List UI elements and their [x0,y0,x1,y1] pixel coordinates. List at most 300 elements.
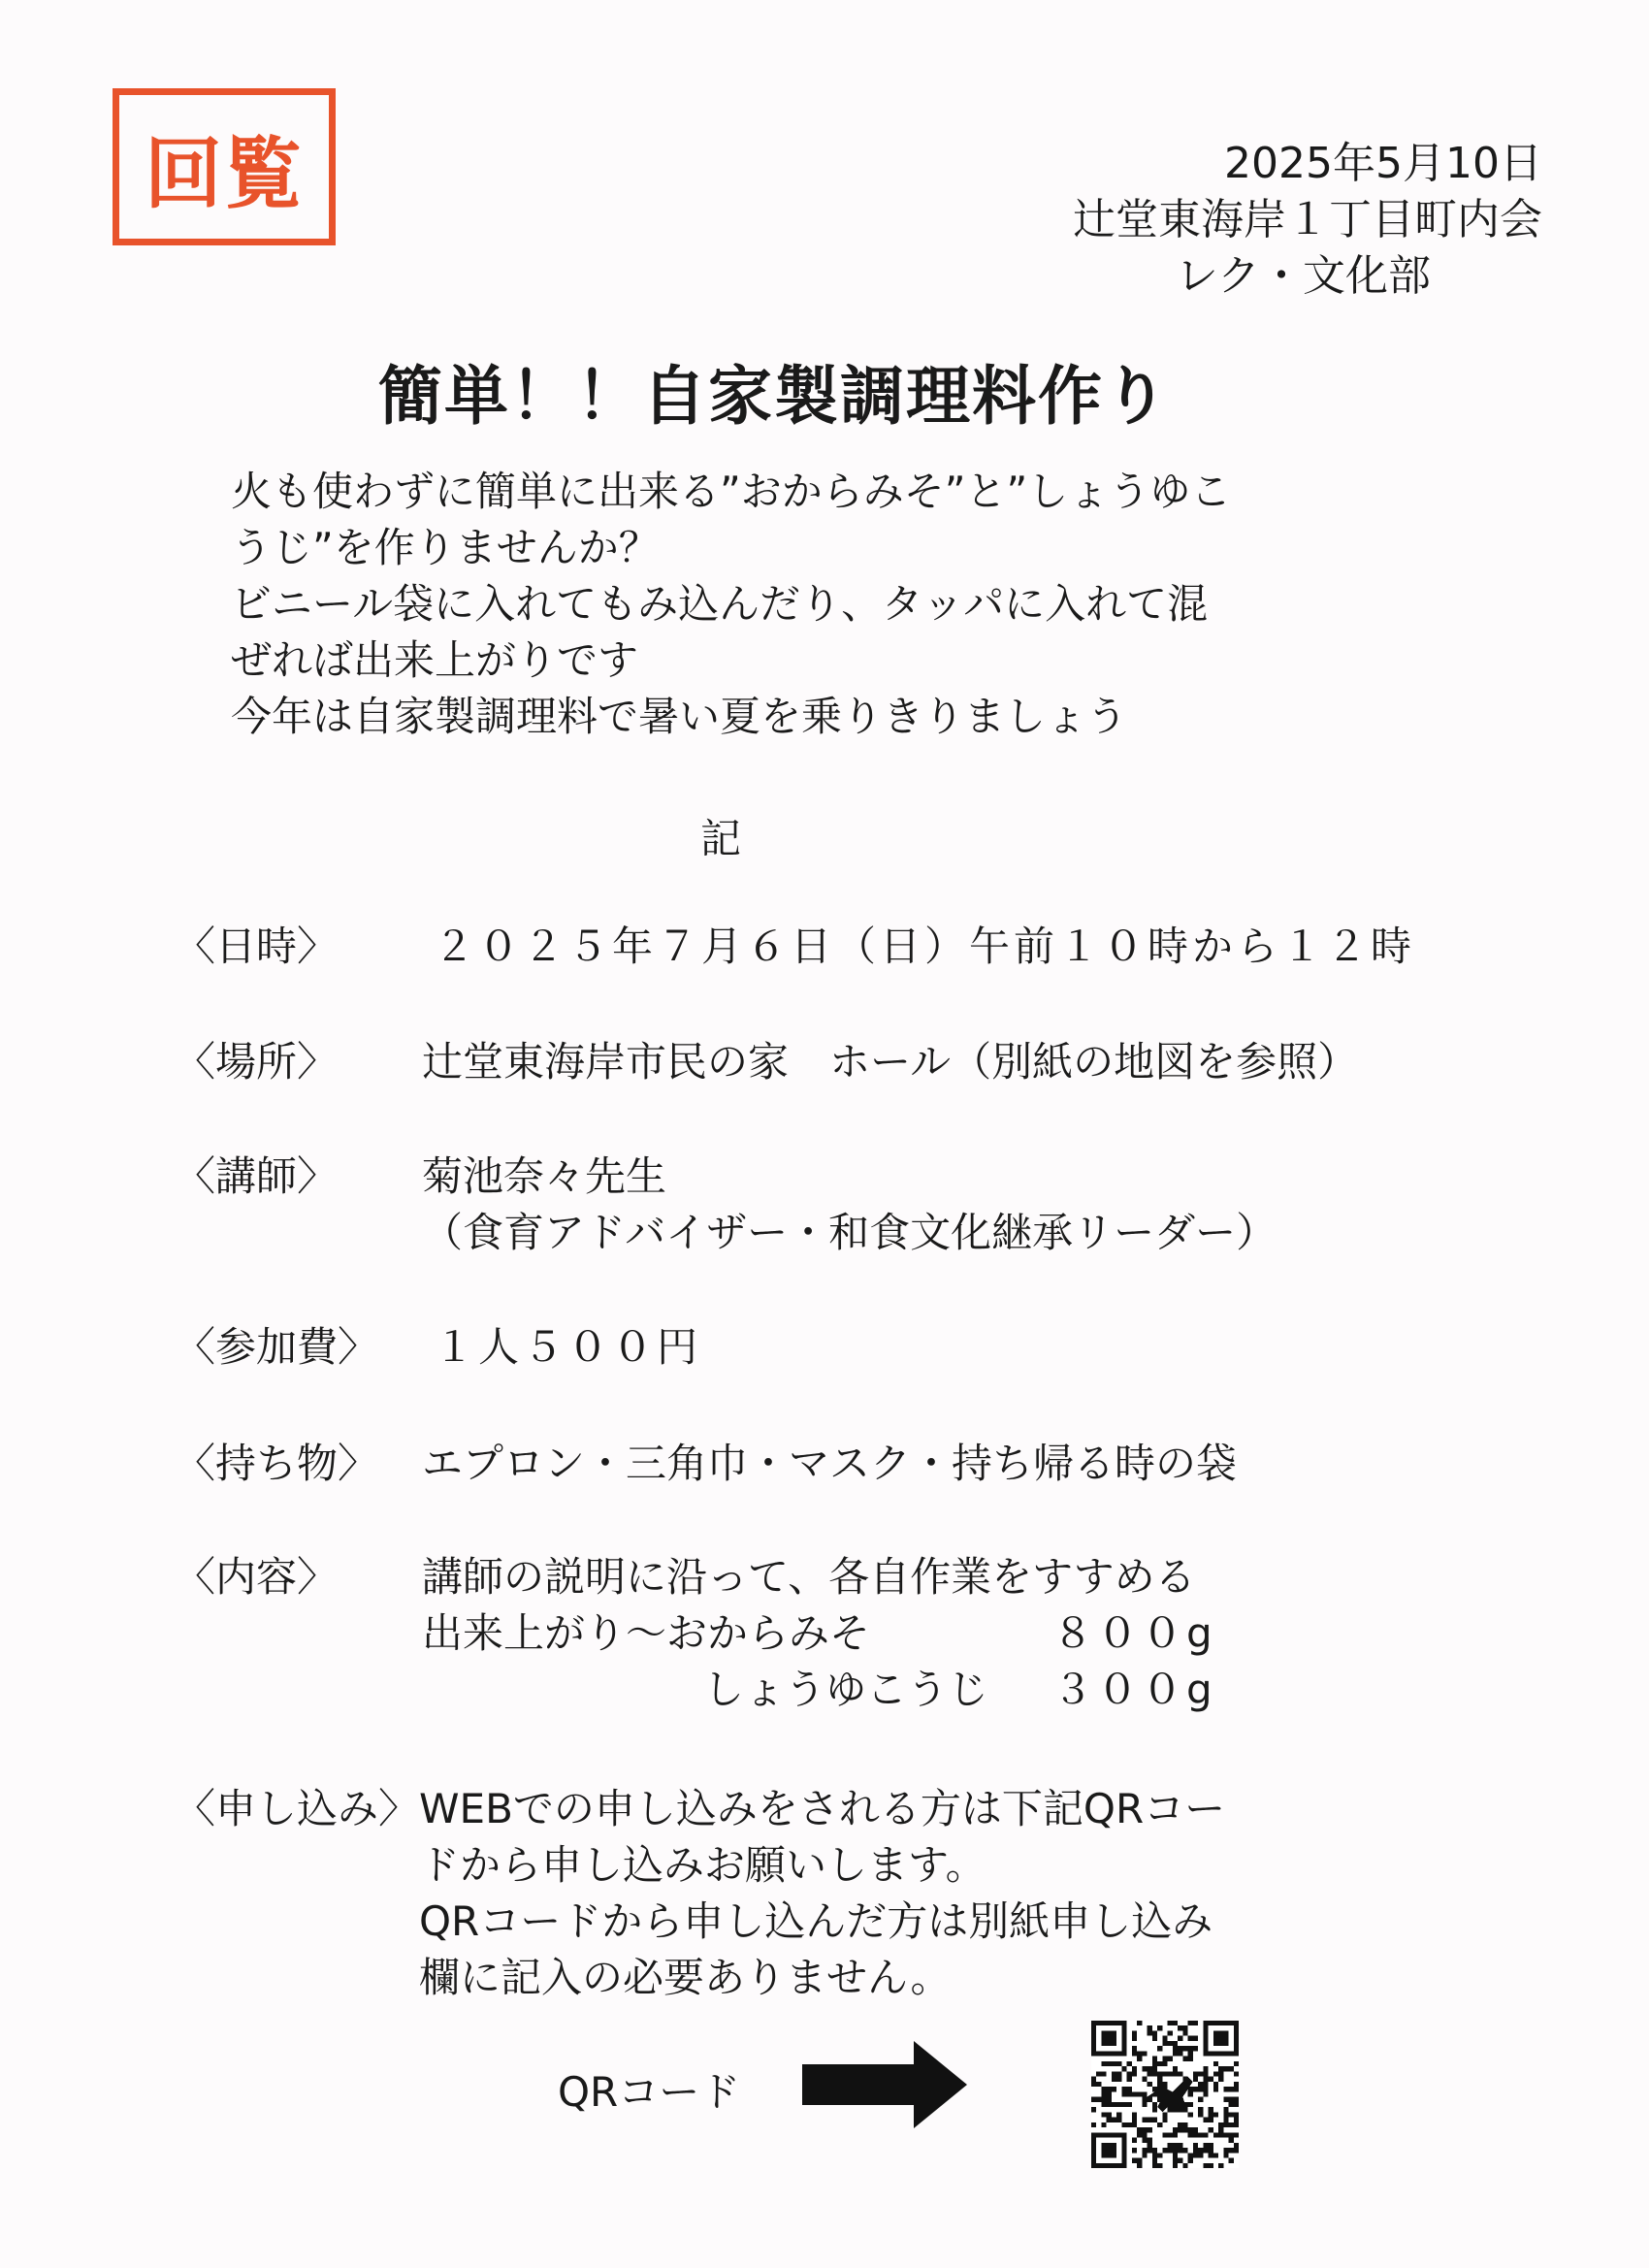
qr-module [1223,2087,1228,2091]
qr-module [1116,2118,1121,2122]
qr-module [1209,2153,1213,2157]
qr-module [1234,2082,1239,2087]
qr-module [1203,2118,1208,2122]
qr-module [1188,2102,1193,2107]
instructor-role: （食育アドバイザー・和食文化継承リーダー） [422,1209,1277,1256]
qr-module [1209,2118,1213,2122]
belongings-value: エプロン・三角巾・マスク・持ち帰る時の袋 [422,1440,1238,1487]
qr-module [1173,2021,1178,2025]
qr-module [1116,2102,1121,2107]
qr-module [1168,2071,1173,2076]
qr-module [1234,2097,1239,2102]
intro-paragraph [231,464,1395,745]
qr-module [1142,2091,1147,2096]
qr-module [1132,2066,1137,2071]
qr-module [1178,2127,1182,2132]
qr-module [1193,2153,1198,2157]
qr-module [1193,2148,1198,2153]
qr-module [1152,2036,1157,2041]
qr-module [1178,2036,1182,2041]
qr-module [1137,2163,1142,2168]
application-line: QRコードから申し込んだ方は別紙申し込み [419,1897,1213,1945]
organization-name: 辻堂東海岸１丁目町内会 [1073,195,1542,244]
qr-module [1137,2057,1142,2061]
qr-module [1229,2087,1234,2091]
qr-module [1178,2046,1182,2051]
application-row [175,1781,1225,2006]
qr-module [1148,2066,1152,2071]
qr-module [1132,2138,1137,2143]
qr-module [1203,2066,1208,2071]
qr-module [1162,2041,1167,2046]
qr-module [1142,2051,1147,2056]
qr-module [1223,2107,1228,2112]
belongings-label: 〈持ち物〉 [175,1440,379,1487]
instructor-label: 〈講師〉 [175,1152,339,1200]
qr-module [1101,2102,1106,2107]
qr-module [1203,2087,1208,2091]
qr-module [1116,2077,1121,2082]
qr-module [1132,2158,1137,2163]
qr-module [1148,2071,1152,2076]
qr-module [1127,2091,1132,2096]
okara-miso-label: 出来上がり～おからみそ [422,1609,871,1657]
qr-module [1132,2046,1137,2051]
qr-module [1127,2077,1132,2082]
qr-module [1193,2127,1198,2132]
qr-module [1132,2091,1137,2096]
qr-module [1213,2061,1218,2066]
qr-module [1198,2132,1203,2137]
fee-value: １人５００円 [434,1323,702,1371]
qr-module [1168,2041,1173,2046]
page-title: 簡単！！自家製調理料作り [378,359,1170,434]
qr-module [1162,2036,1167,2041]
qr-module [1193,2071,1198,2076]
qr-module [1209,2112,1213,2117]
qr-module [1223,2112,1228,2117]
belongings-row [175,1436,1237,1492]
header-block [1073,136,1542,305]
qr-module [1112,2118,1116,2122]
qr-module [1229,2066,1234,2071]
qr-module [1162,2071,1167,2076]
qr-module [1157,2163,1162,2168]
qr-module [1234,2102,1239,2107]
qr-module [1127,2061,1132,2066]
intro-line: 火も使わずに簡単に出来る”おからみそ”と”しょうゆこ [231,468,1232,515]
qr-module [1148,2143,1152,2148]
qr-module [1121,2122,1126,2127]
qr-module [1218,2071,1223,2076]
qr-module [1223,2148,1228,2153]
qr-module [1182,2127,1187,2132]
qr-code-image[interactable] [1091,2021,1239,2168]
qr-module [1157,2082,1162,2087]
qr-module [1162,2132,1167,2137]
qr-module [1168,2107,1173,2112]
qr-module [1112,2071,1116,2076]
instructor-name: 菊池奈々先生 [422,1152,667,1200]
qr-module [1137,2127,1142,2132]
shoyu-koji-quantity: ３００g [1052,1666,1216,1713]
circulation-stamp [113,88,336,245]
qr-module [1198,2071,1203,2076]
qr-module [1173,2158,1178,2163]
qr-module [1193,2087,1198,2091]
qr-module [1101,2091,1106,2096]
qr-module [1152,2153,1157,2157]
qr-module [1152,2061,1157,2066]
datetime-row [175,919,1415,975]
qr-module [1148,2118,1152,2122]
qr-module [1182,2030,1187,2035]
qr-module [1168,2057,1173,2061]
shoyu-koji-label: しょうゆこうじ [703,1666,989,1713]
qr-module [1168,2021,1173,2025]
qr-module [1107,2091,1112,2096]
qr-module [1173,2148,1178,2153]
qr-module [1229,2132,1234,2137]
qr-module [1101,2112,1106,2117]
intro-line: 今年は自家製調理料で暑い夏を乗りきりましょう [231,693,1128,740]
right-arrow-icon [802,2041,967,2128]
ki-heading: 記 [700,815,742,862]
qr-module [1091,2077,1096,2082]
qr-module [1198,2097,1203,2102]
qr-module [1198,2107,1203,2112]
qr-module [1148,2127,1152,2132]
qr-module [1178,2071,1182,2076]
qr-module [1116,2071,1121,2076]
qr-module [1162,2057,1167,2061]
qr-module [1142,2153,1147,2157]
qr-module [1178,2143,1182,2148]
qr-module [1203,2143,1208,2148]
application-label: 〈申し込み〉 [175,1785,420,1832]
qr-module [1209,2163,1213,2168]
qr-module [1132,2122,1137,2127]
instructor-row [175,1149,1277,1261]
qr-module [1213,2132,1218,2137]
qr-module [1121,2102,1126,2107]
qr-module [1127,2087,1132,2091]
qr-module [1229,2138,1234,2143]
qr-module [1203,2132,1208,2137]
qr-module [1173,2051,1178,2056]
qr-module [1157,2122,1162,2127]
qr-module [1223,2122,1228,2127]
qr-module [1218,2122,1223,2127]
qr-module [1107,2061,1112,2066]
qr-module [1173,2163,1178,2168]
qr-module [1218,2132,1223,2137]
qr-module [1209,2127,1213,2132]
qr-module [1234,2148,1239,2153]
qr-module [1213,2071,1218,2076]
qr-module [1152,2158,1157,2163]
qr-module [1101,2122,1106,2127]
qr-module [1112,2077,1116,2082]
qr-module [1142,2127,1147,2132]
content-description: 講師の説明に沿って、各自作業をすすめる [422,1553,1196,1601]
qr-module [1203,2071,1208,2076]
qr-module [1209,2107,1213,2112]
qr-module [1162,2082,1167,2087]
qr-module [1132,2112,1137,2117]
qr-module [1137,2158,1142,2163]
qr-module [1157,2077,1162,2082]
qr-module [1101,2061,1106,2066]
qr-module [1229,2097,1234,2102]
qr-module [1182,2025,1187,2030]
place-value: 辻堂東海岸市民の家 ホール（別紙の地図を参照） [422,1038,1359,1085]
intro-line: うじ”を作りませんか？ [231,524,660,571]
content-row [175,1549,1216,1718]
qr-module [1152,2066,1157,2071]
datetime-value: ２０２５年７月６日（日）午前１０時から１２時 [434,923,1416,970]
qr-module [1142,2066,1147,2071]
qr-module [1142,2077,1147,2082]
qr-module [1234,2132,1239,2137]
qr-module [1182,2163,1187,2168]
qr-module [1142,2097,1147,2102]
qr-module [1132,2071,1137,2076]
fee-label: 〈参加費〉 [175,1323,379,1371]
qr-module [1188,2051,1193,2056]
qr-module [1178,2122,1182,2127]
qr-module [1223,2066,1228,2071]
qr-module [1182,2122,1187,2127]
qr-module [1173,2127,1178,2132]
qr-module [1091,2082,1096,2087]
qr-module [1091,2122,1096,2127]
qr-module [1132,2036,1137,2041]
qr-module [1173,2041,1178,2046]
intro-line: ぜれば出来上がりです [231,636,639,684]
qr-module [1132,2118,1137,2122]
qr-module [1137,2091,1142,2096]
qr-module [1193,2046,1198,2051]
qr-module [1229,2148,1234,2153]
qr-module [1193,2036,1198,2041]
issue-date: 2025年5月10日 [1224,139,1542,188]
qr-module [1152,2057,1157,2061]
qr-module [1234,2118,1239,2122]
qr-module [1234,2087,1239,2091]
qr-module [1218,2077,1223,2082]
qr-module [1152,2102,1157,2107]
qr-module [1188,2057,1193,2061]
qr-module [1178,2025,1182,2030]
qr-module [1209,2143,1213,2148]
qr-module [1168,2143,1173,2148]
qr-module [1162,2112,1167,2117]
qr-module [1203,2077,1208,2082]
qr-module [1168,2030,1173,2035]
qr-module [1152,2030,1157,2035]
qr-module [1152,2118,1157,2122]
qr-module [1213,2082,1218,2087]
qr-module [1142,2138,1147,2143]
qr-module [1148,2097,1152,2102]
qr-module [1152,2071,1157,2076]
qr-module [1112,2087,1116,2091]
qr-module [1182,2046,1187,2051]
qr-module [1234,2143,1239,2148]
qr-module [1096,2071,1101,2076]
place-label: 〈場所〉 [175,1038,339,1085]
qr-module [1198,2082,1203,2087]
qr-module [1157,2071,1162,2076]
qr-module [1137,2021,1142,2025]
qr-module [1148,2030,1152,2035]
application-line: 欄に記入の必要ありません。 [419,1954,952,2001]
qr-module [1178,2158,1182,2163]
qr-module [1213,2087,1218,2091]
qr-module [1132,2030,1137,2035]
qr-module [1213,2153,1218,2157]
qr-module [1107,2087,1112,2091]
qr-module [1148,2148,1152,2153]
qr-module [1162,2148,1167,2153]
fee-row [175,1319,701,1376]
qr-module [1148,2138,1152,2143]
qr-module [1173,2132,1178,2137]
qr-module [1101,2097,1106,2102]
qr-module [1142,2132,1147,2137]
department-name: レク・文化部 [1175,251,1431,301]
qr-module [1193,2077,1198,2082]
qr-module [1178,2148,1182,2153]
qr-module [1188,2127,1193,2132]
qr-module [1127,2122,1132,2127]
qr-module [1223,2153,1228,2157]
qr-module [1107,2102,1112,2107]
qr-module [1162,2118,1167,2122]
qr-module [1157,2046,1162,2051]
qr-module [1203,2091,1208,2096]
qr-module [1234,2112,1239,2117]
qr-label: QRコード [558,2068,741,2116]
qr-module [1203,2082,1208,2087]
qr-module [1188,2091,1193,2096]
qr-module [1107,2118,1112,2122]
place-row [175,1034,1358,1090]
qr-module [1188,2153,1193,2157]
qr-module [1234,2122,1239,2127]
qr-module [1188,2021,1193,2025]
qr-module [1091,2107,1096,2112]
qr-module [1209,2077,1213,2082]
qr-module [1148,2025,1152,2030]
qr-module [1137,2132,1142,2137]
qr-module [1121,2087,1126,2091]
qr-module [1112,2102,1116,2107]
qr-module [1152,2107,1157,2112]
qr-module [1173,2046,1178,2051]
qr-module [1091,2097,1096,2102]
qr-module [1116,2061,1121,2066]
qr-module [1157,2153,1162,2157]
qr-module [1229,2112,1234,2117]
qr-module [1209,2148,1213,2153]
qr-module [1142,2102,1147,2107]
intro-line: ビニール袋に入れてもみ込んだり、タッパに入れて混 [231,580,1209,628]
qr-module [1137,2051,1142,2056]
qr-module [1116,2112,1121,2117]
qr-module [1229,2102,1234,2107]
okara-miso-quantity: ８００g [1052,1609,1216,1657]
qr-module [1142,2148,1147,2153]
qr-module [1198,2112,1203,2117]
application-line: WEBでの申し込みをされる方は下記QRコー [419,1785,1226,1832]
qr-module [1188,2046,1193,2051]
qr-module [1107,2097,1112,2102]
qr-module [1182,2057,1187,2061]
qr-module [1173,2143,1178,2148]
qr-module [1168,2148,1173,2153]
qr-module [1188,2112,1193,2117]
qr-module [1188,2036,1193,2041]
qr-module [1157,2061,1162,2066]
qr-module [1173,2153,1178,2157]
qr-module [1157,2025,1162,2030]
qr-module [1188,2158,1193,2163]
qr-module [1218,2066,1223,2071]
qr-module [1173,2066,1178,2071]
qr-module [1162,2061,1167,2066]
qr-module [1223,2132,1228,2137]
qr-module [1142,2118,1147,2122]
qr-module [1229,2158,1234,2163]
qr-module [1101,2087,1106,2091]
qr-module [1121,2066,1126,2071]
qr-module [1127,2102,1132,2107]
qr-module [1132,2148,1137,2153]
qr-module [1198,2087,1203,2091]
qr-module [1107,2112,1112,2117]
qr-module [1121,2091,1126,2096]
content-label: 〈内容〉 [175,1553,339,1601]
qr-module [1193,2132,1198,2137]
qr-module [1127,2071,1132,2076]
qr-module [1234,2071,1239,2076]
stamp-text: 回覧 [145,128,304,219]
qr-module [1198,2153,1203,2157]
application-line: ドから申し込みお願いします。 [419,1841,986,1889]
qr-module [1152,2163,1157,2168]
qr-module [1193,2143,1198,2148]
qr-module [1218,2163,1223,2168]
qr-module [1223,2097,1228,2102]
qr-module [1229,2122,1234,2127]
qr-module [1152,2148,1157,2153]
qr-module [1213,2112,1218,2117]
qr-module [1193,2021,1198,2025]
qr-module [1101,2071,1106,2076]
qr-module [1096,2082,1101,2087]
qr-module [1182,2148,1187,2153]
qr-module [1132,2051,1137,2056]
qr-module [1203,2163,1208,2168]
qr-module [1096,2097,1101,2102]
qr-module [1148,2082,1152,2087]
qr-module [1178,2051,1182,2056]
qr-module [1218,2127,1223,2132]
qr-module [1188,2132,1193,2137]
qr-module [1168,2132,1173,2137]
